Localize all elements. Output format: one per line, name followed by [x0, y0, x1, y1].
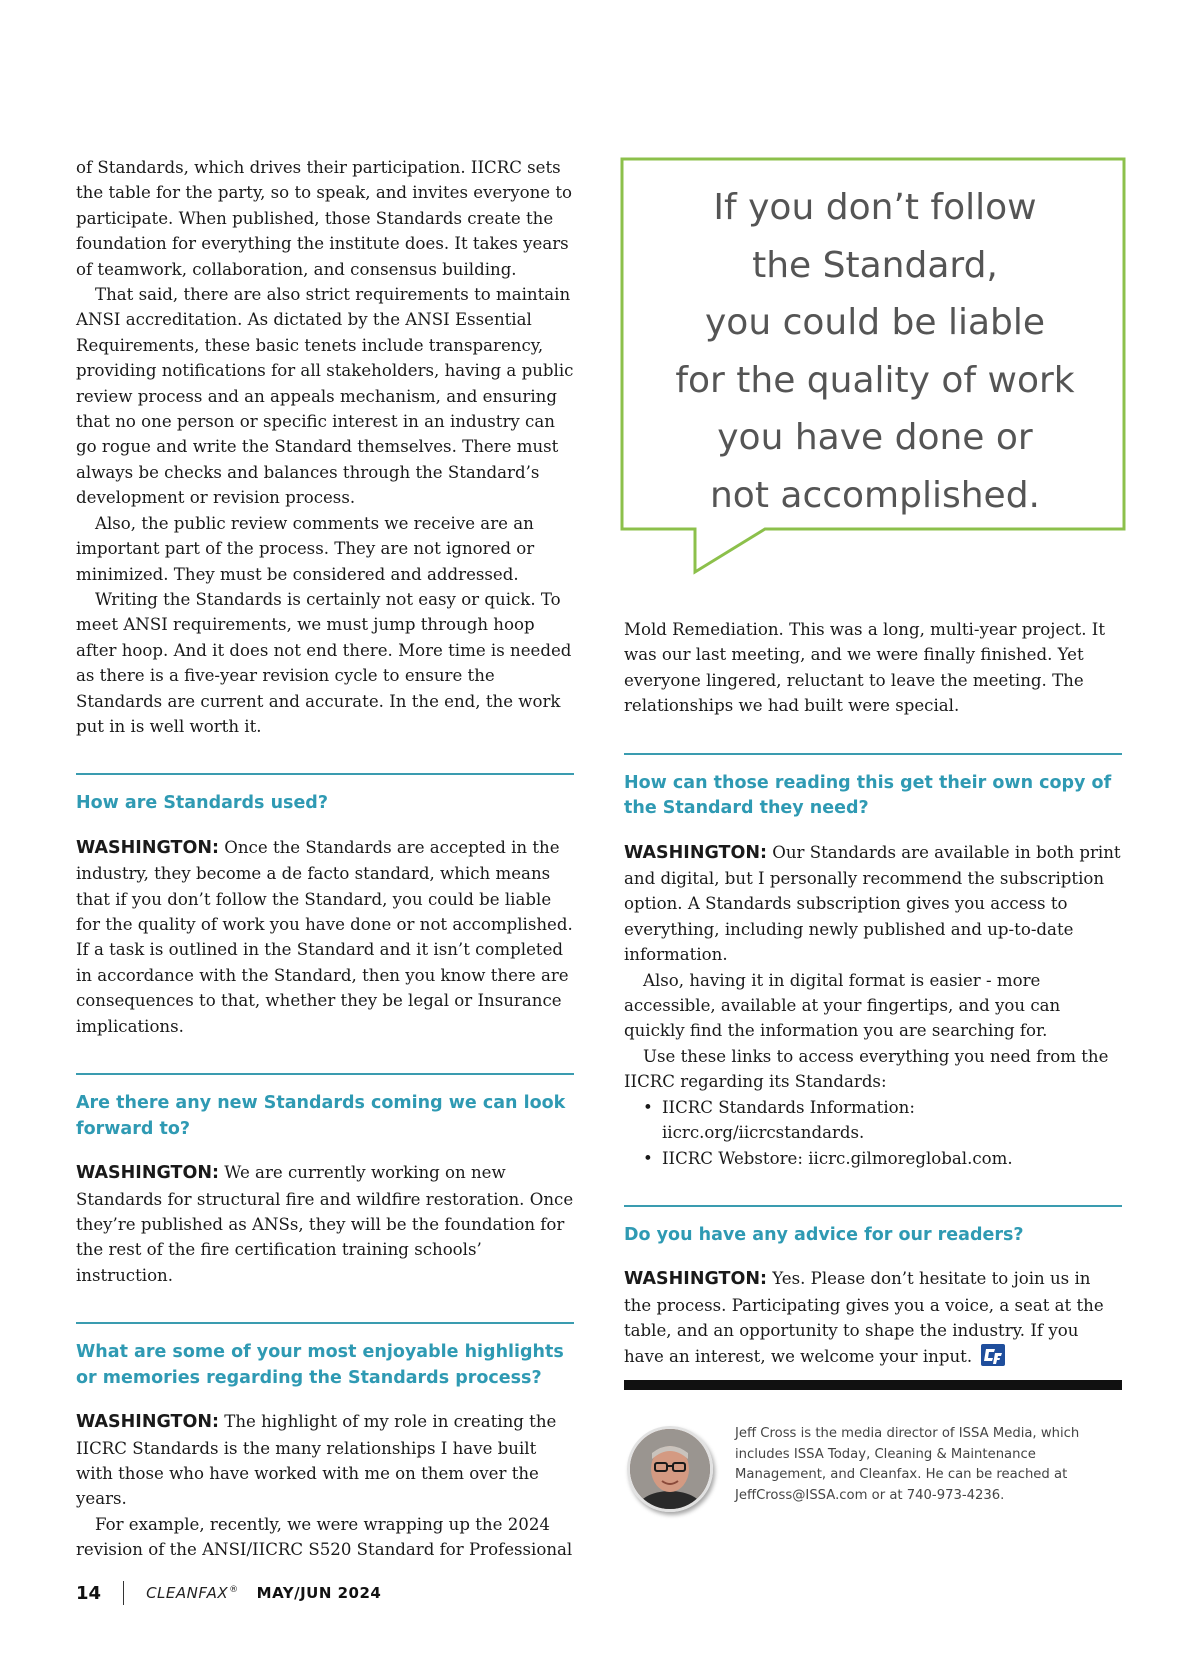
- author-bio: Jeff Cross is the media director of ISSA Media, which includes ISSA Today, Cleaning & Maintenance Management, and Cleanfax. He can be reached at JeffCross@ISSA.com or at 740-973-4236.: [735, 1426, 1080, 1503]
- answer-paragraph: [624, 1266, 1122, 1369]
- right-column: [624, 617, 1122, 1369]
- speaker-label: WASHINGTON:: [76, 1412, 219, 1433]
- pull-quote-line: not accomplished.: [709, 474, 1040, 516]
- section-divider: [624, 753, 1122, 755]
- speaker-label: WASHINGTON:: [76, 1163, 219, 1184]
- list-item: • IICRC Webstore: iicrc.gilmoreglobal.com.: [662, 1146, 1122, 1171]
- pull-quote-line: If you don’t follow: [713, 187, 1037, 228]
- pull-quote-line: you could be liable: [704, 302, 1046, 343]
- answer-text: Once the Standards are accepted in the industry, they become a de facto standard, which means that if you don’t follow the Standard, you could be liable for the quality of work you have done or not accomplished. If a task is outlined in the Standard and it isn’t completed in accordance with the Standard, then you know there are consequences to that, whether they be legal or Insurance implications.: [76, 837, 573, 1036]
- speaker-label: WASHINGTON:: [624, 842, 767, 863]
- pull-quote-callout: [620, 157, 1126, 577]
- section-end-bar: [624, 1380, 1122, 1390]
- section-divider: [76, 773, 574, 775]
- links-list: [624, 1095, 1122, 1171]
- body-paragraph: Writing the Standards is certainly not easy or quick. To meet ANSI requirements, we must jump through hoop after hoop. And it does not end there. More time is needed as there is a five-year revision cycle to ensure the Standards are current and accurate. In the end, the work put in is well worth it.: [76, 589, 572, 736]
- magazine-name: [146, 1584, 239, 1602]
- pull-quote-line: the Standard,: [752, 244, 998, 286]
- answer-paragraph: [76, 1409, 574, 1512]
- body-paragraph: Also, having it in digital format is easier - more accessible, available at your fingertips, and you can quickly find the information you are searching for.: [624, 970, 1061, 1041]
- answer-text: Our Standards are available in both print and digital, but I personally recommend the subscription option. A Standards subscription gives you access to everything, including newly published and up-to-date information.: [624, 842, 1121, 965]
- pull-quote-text: [622, 179, 1128, 524]
- speaker-label: WASHINGTON:: [76, 837, 219, 858]
- author-portrait-icon: [630, 1429, 710, 1509]
- pull-quote-line: for the quality of work: [675, 359, 1075, 401]
- list-item: • IICRC Standards Information: iicrc.org/iicrcstandards.: [662, 1095, 1122, 1146]
- section-divider: [624, 1205, 1122, 1207]
- answer-paragraph: [624, 840, 1122, 968]
- question-heading: How can those reading this get their own copy of the Standard they need?: [624, 772, 1112, 819]
- answer-text: We are currently working on new Standards for structural fire and wildfire restoration. Once they’re published as ANSs, they will be the foundation for the rest of the fire certification training schools’ instruction.: [76, 1163, 574, 1285]
- answer-text: The highlight of my role in creating the IICRC Standards is the many relationships I have built with those who have worked with me on them over the years.: [76, 1412, 557, 1509]
- question-heading: Are there any new Standards coming we can look forward to?: [76, 1093, 566, 1139]
- body-paragraph: of Standards, which drives their participation. IICRC sets the table for the party, so to speak, and invites everyone to participate. When published, those Standards create the foundation for everything the institute does. It takes years of teamwork, collaboration, and consensus building.: [76, 158, 573, 279]
- body-paragraph: Use these links to access everything you need from the IICRC regarding its Standards:: [624, 1046, 1109, 1092]
- left-column: [76, 155, 574, 1563]
- question-heading: Do you have any advice for our readers?: [624, 1224, 1024, 1245]
- pull-quote-line: you have done or: [717, 417, 1033, 458]
- author-photo: [627, 1426, 713, 1512]
- issue-date: MAY/JUN 2024: [256, 1584, 382, 1602]
- question-heading: How are Standards used?: [76, 793, 328, 814]
- page-footer: [76, 1578, 381, 1608]
- answer-text: Yes. Please don’t hesitate to join us in the process. Participating gives you a voice, a seat at the table, and an opportunity to shape the industry. If you have an interest, we welcome your input.: [624, 1269, 1104, 1366]
- registered-mark: ®: [229, 1585, 239, 1595]
- cleanfax-logo-icon: [981, 1344, 1005, 1366]
- question-heading: What are some of your most enjoyable highlights or memories regarding the Standards process?: [76, 1342, 564, 1388]
- body-paragraph: That said, there are also strict requirements to maintain ANSI accreditation. As dictated by the ANSI Essential Requirements, these basic tenets include transparency, providing notifications for all stakeholders, having a public review process and an appeals mechanism, and ensuring that no one person or specific interest in an industry can go rogue and write the Standard themselves. There must always be checks and balances through the Standard’s development or revision process.: [76, 285, 574, 508]
- footer-divider: [123, 1581, 124, 1605]
- page-number: 14: [76, 1582, 102, 1604]
- section-divider: [76, 1322, 574, 1324]
- section-divider: [76, 1073, 574, 1075]
- magazine-title: CLEANFAX: [146, 1584, 229, 1602]
- answer-paragraph: [76, 1160, 574, 1288]
- speaker-label: WASHINGTON:: [624, 1269, 767, 1290]
- body-paragraph: Also, the public review comments we receive are an important part of the process. They are not ignored or minimized. They must be considered and addressed.: [76, 513, 535, 584]
- body-paragraph: For example, recently, we were wrapping up the 2024 revision of the ANSI/IICRC S520 Standard for Professional: [76, 1514, 573, 1560]
- body-paragraph: Mold Remediation. This was a long, multi-year project. It was our last meeting, and we were finally finished. Yet everyone lingered, reluctant to leave the meeting. The relationships we had built were special.: [624, 620, 1105, 716]
- answer-paragraph: [76, 835, 574, 1039]
